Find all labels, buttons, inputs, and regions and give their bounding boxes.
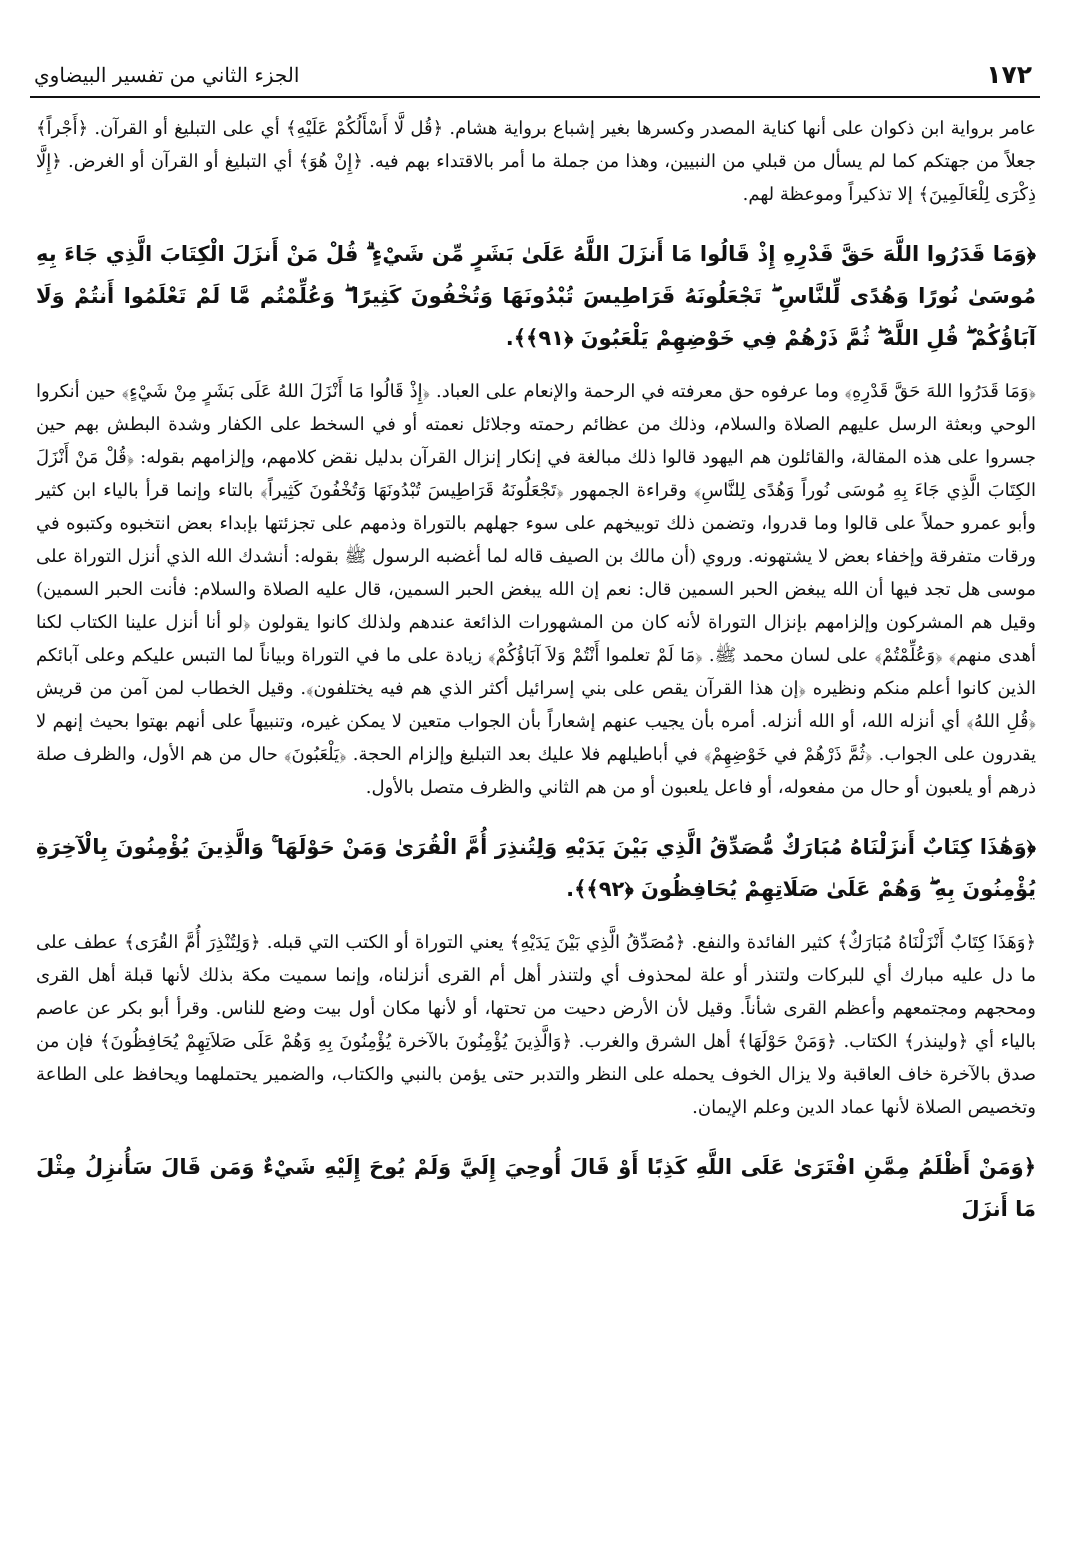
quran-verse: ﴿وَمَا قَدَرُوا اللَّهَ حَقَّ قَدْرِهِ إِذْ قَالُوا مَا أَنزَلَ اللَّهُ عَلَىٰ بَشَرٍ مِّن شَيْءٍ ۗ قُلْ مَنْ أَنزَلَ الْكِتَابَ الَّذِي جَاءَ بِهِ مُوسَىٰ نُورًا وَهُدًى لِّلنَّاسِ ۖ تَجْعَلُونَهُ قَرَاطِيسَ تُبْدُونَهَا وَتُخْفُونَ كَثِيرًا ۖ وَعُلِّمْتُم مَّا لَمْ تَعْلَمُوا أَنتُمْ وَلَا آبَاؤُكُمْ ۖ قُلِ اللَّهُ ۖ ثُمَّ ذَرْهُمْ فِي خَوْضِهِمْ يَلْعَبُونَ ﴿٩١﴾﴾. bbox=[36, 242, 1036, 350]
commentary-paragraph: ﴿وَمَا قَدَرُوا اللهَ حَقَّ قَدْرِهِ﴾ وما عرفوه حق معرفته في الرحمة والإنعام على العباد. ﴿إِذْ قَالُوا مَا أَنْزَلَ اللهُ عَلَى بَشَرٍ مِنْ شَيْءٍ﴾ حين أنكروا الوحي وبعثة الرسل عليهم الصلاة والسلام، وذلك من عظائم رحمته وجلائل نعمته أو في السخط على الكفار وشدة البطش بهم حين جسروا على هذه المقالة، والقائلون هم اليهود قالوا ذلك مبالغة في إنكار إنزال القرآن بدليل نقض كلامهم، وإلزامهم بقوله: ﴿قُلْ مَنْ أَنْزَلَ الكِتَابَ الَّذِي جَاءَ بِهِ مُوسَى نُوراً وَهُدًى لِلنَّاسِ﴾ وقراءة الجمهور ﴿تَجْعَلُونَهُ قَرَاطِيسَ تُبْدُونَهَا وَتُخْفُونَ كَثِيراً﴾ بالتاء وإنما قرأ بالياء ابن كثير وأبو عمرو حملاً على قالوا وما قدروا، وتضمن ذلك توبيخهم على سوء جهلهم بالتوراة وذمهم على تجزئتها بإبداء بعض انتخبوه وكتبوه في ورقات متفرقة وإخفاء بعض لا يشتهونه. وروي (أن مالك بن الصيف قاله لما أغضبه الرسول ﷺ بقوله: أنشدك الله الذي أنزل التوراة على موسى هل تجد فيها أن الله يبغض الحبر السمين قال: نعم إن الله يبغض الحبر السمين، قال عليه الصلاة والسلام: فأنت الحبر السمين) وقيل هم المشركون وإلزامهم بإنزال التوراة لأنه كان من المشهورات الذائعة عندهم ولذلك كانوا يقولون ﴿لو أنا أنزل علينا الكتاب لكنا أهدى منهم﴾ ﴿وَعُلِّمْتُمْ﴾ على لسان محمد ﷺ. ﴿مَا لَمْ تعلموا أَنْتُمْ وَلاَ آبَاؤُكُمْ﴾ زيادة على ما في التوراة وبياناً لما التبس عليكم وعلى آبائكم الذين كانوا أعلم منكم ونظيره ﴿إن هذا القرآن يقص على بني إسرائيل أكثر الذي هم فيه يختلفون﴾. وقيل الخطاب لمن آمن من قريش ﴿قُلِ اللهُ﴾ أي أنزله الله، أو الله أنزله. أمره بأن يجيب عنهم إشعاراً بأن الجواب متعين لا يمكن غيره، وتنبيهاً على أنهم بهتوا بحيث إنهم لا يقدرون على الجواب. ﴿ثُمَّ ذَرْهُمْ في خَوْضِهِمْ﴾ في أباطيلهم فلا عليك بعد التبليغ وإلزام الحجة. ﴿يَلْعَبُونَ﴾ حال من هم الأول، والظرف صلة ذرهم أو يلعبون أو حال من مفعوله، أو فاعل يلعبون أو من هم الثاني والظرف متصل بالأول. bbox=[36, 381, 1036, 798]
page-header bbox=[30, 52, 1040, 98]
commentary-paragraph: عامر برواية ابن ذكوان على أنها كناية المصدر وكسرها بغير إشباع برواية هشام. ﴿قُل لَّا أَسْأَلُكُمْ عَلَيْهِ﴾ أي على التبليغ أو القرآن. ﴿أَجْراً﴾ جعلاً من جهتكم كما لم يسأل من قبلي من النبيين، وهذا من جملة ما أمر بالاقتداء بهم فيه. ﴿إِنْ هُوَ﴾ أي التبليغ أو القرآن أو الغرض. ﴿إِلَّا ذِكْرَى لِلْعَالَمِينَ﴾ إلا تذكيراً وموعظة لهم. bbox=[36, 118, 1036, 205]
running-title: الجزء الثاني من تفسير البيضاوي bbox=[34, 63, 300, 87]
quran-verse: ﴿وَهَٰذَا كِتَابٌ أَنزَلْنَاهُ مُبَارَكٌ مُّصَدِّقُ الَّذِي بَيْنَ يَدَيْهِ وَلِتُنذِرَ أُمَّ الْقُرَىٰ وَمَنْ حَوْلَهَا ۚ وَالَّذِينَ يُؤْمِنُونَ بِالْآخِرَةِ يُؤْمِنُونَ بِهِ ۖ وَهُمْ عَلَىٰ صَلَاتِهِمْ يُحَافِظُونَ ﴿٩٢﴾﴾. bbox=[36, 835, 1036, 901]
commentary-paragraph: ﴿وَهَذَا كِتَابٌ أَنْزَلْنَاهُ مُبَارَكٌ﴾ كثير الفائدة والنفع. ﴿مُصَدِّقُ الَّذِي بَيْنَ يَدَيْهِ﴾ يعني التوراة أو الكتب التي قبله. ﴿وَلِتُنْذِرَ أُمَّ القُرَى﴾ عطف على ما دل عليه مبارك أي للبركات ولتنذر أو علة لمحذوف أي ولتنذر أهل أم القرى أنزلناه، وإنما سميت مكة بذلك لأنها قبلة أهل القرى ومحجهم ومجتمعهم وأعظم القرى شأناً. وقيل لأن الأرض دحيت من تحتها، أو لأنها مكان أول بيت وضع للناس. وقرأ أبو بكر عن عاصم بالياء أي ﴿ولينذر﴾ الكتاب. ﴿وَمَنْ حَوْلَهَا﴾ أهل الشرق والغرب. ﴿وَالَّذِينَ يُؤْمِنُونَ بالآخرة يُؤْمِنُونَ بِهِ وَهُمْ عَلَى صَلاَتِهِمْ يُحَافِظُونَ﴾ فإن من صدق بالآخرة خاف العاقبة ولا يزال الخوف يحمله على النظر والتدبر حتى يؤمن بالنبي والكتاب، والضمير يحتملهما ويحافظ على الطاعة وتخصيص الصلاة لأنها عماد الدين وعلم الإيمان. bbox=[36, 932, 1036, 1118]
quran-verse: ﴿وَمَنْ أَظْلَمُ مِمَّنِ افْتَرَىٰ عَلَى اللَّهِ كَذِبًا أَوْ قَالَ أُوحِيَ إِلَيَّ وَلَمْ يُوحَ إِلَيْهِ شَيْءٌ وَمَن قَالَ سَأُنزِلُ مِثْلَ مَا أَنزَلَ bbox=[36, 1155, 1036, 1221]
page-number: ١٧٢ bbox=[986, 60, 1032, 89]
page-body bbox=[36, 112, 1036, 1230]
